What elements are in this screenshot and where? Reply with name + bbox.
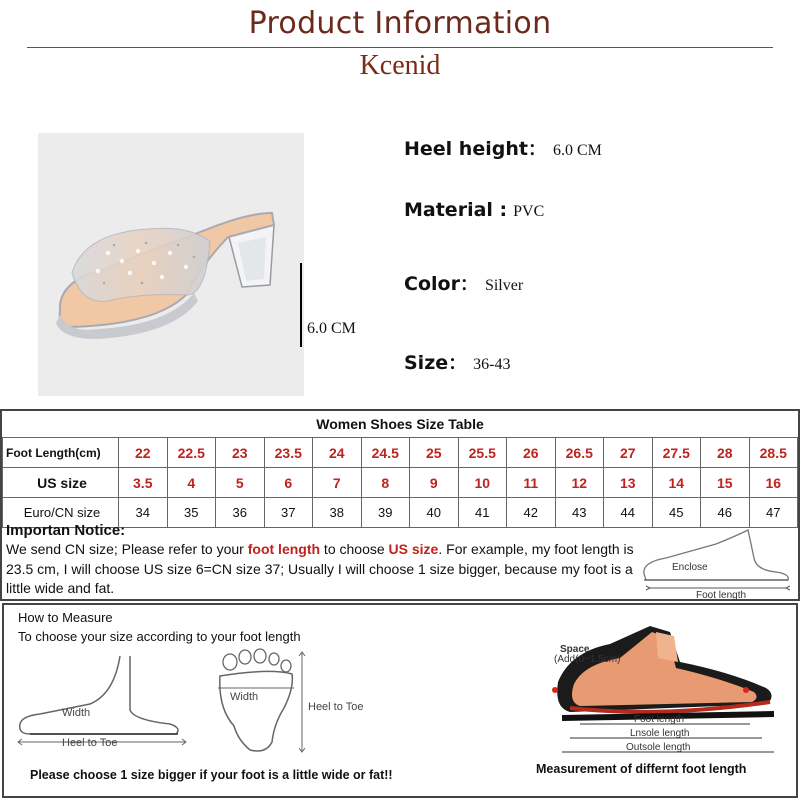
row-header: Foot Length(cm) [3,438,119,468]
sizing-advice: Please choose 1 size bigger if your foot is a little wide or fat!! [30,768,393,782]
notice-heading: Importan Notice: [6,522,126,539]
spec-label: Size： [404,352,468,374]
width-label-top: Width [230,691,259,703]
foot-length-line-label: Foot length [634,714,685,725]
measure-subheading: To choose your size according to your foot length [18,629,301,644]
notice-highlight-foot-length: foot length [247,541,321,557]
enclose-label: Enclose [672,562,708,573]
table-cell: 43 [555,498,604,528]
size-table [2,437,798,528]
table-cell: 27 [604,438,653,468]
notice-text [6,540,636,599]
spec-color [404,269,523,296]
heel-to-toe-label-top: Heel to Toe [308,701,364,713]
spec-label: Material : [404,199,508,221]
notice-text-part: . For example, my foot length is 23.5 cm, I will choose US size 6=CN size 37; Usually I will choose 1 size bigger, because my foot is a little wide and fat. [6,541,634,596]
page-title: Product Information [248,6,552,41]
spec-label: Color： [404,273,479,295]
table-cell: 37 [264,498,313,528]
spec-value: PVC [513,203,545,220]
notice-text-part: We send CN size; Please refer to your [6,541,248,557]
table-cell: 38 [313,498,362,528]
table-cell: 25 [410,438,459,468]
table-cell: 3.5 [119,468,168,498]
size-table-row-us-size [3,468,798,498]
table-cell: 15 [701,468,750,498]
table-cell: 47 [749,498,798,528]
notice-text-part: to choose [320,541,389,557]
table-cell: 14 [652,468,701,498]
foot-length-sketch [636,522,796,600]
space-range: (Add(0~1.5cm) [554,654,621,665]
spec-size [404,348,510,375]
table-cell: 5 [216,468,265,498]
row-header: Euro/CN size [3,498,119,528]
table-cell: 23.5 [264,438,313,468]
table-cell: 35 [167,498,216,528]
spec-value: 6.0 CM [552,142,602,159]
spec-label: Heel height： [404,138,547,160]
measure-heading: How to Measure [18,610,113,625]
table-cell: 12 [555,468,604,498]
row-header: US size [3,468,119,498]
product-photo [38,133,304,396]
table-cell: 9 [410,468,459,498]
table-cell: 27.5 [652,438,701,468]
measure-figure-caption: Measurement of differnt foot length [536,762,747,776]
table-cell: 28.5 [749,438,798,468]
table-cell: 16 [749,468,798,498]
spec-material [404,199,544,221]
spec-heel-height [404,134,602,161]
table-cell: 46 [701,498,750,528]
table-cell: 13 [604,468,653,498]
width-label: Width [62,707,91,719]
top-foot-diagram [210,648,400,758]
table-cell: 24.5 [361,438,410,468]
table-cell: 7 [313,468,362,498]
table-cell: 28 [701,438,750,468]
table-cell: 36 [216,498,265,528]
space-label: Space [560,644,590,655]
table-cell: 42 [507,498,556,528]
heel-to-toe-label: Heel to Toe [62,737,118,749]
heel-height-marker-label: 6.0 CM [307,320,356,337]
side-foot-diagram [10,650,200,750]
shoe-length-diagram [540,622,790,762]
size-table-title: Women Shoes Size Table [2,411,798,437]
table-cell: 23 [216,438,265,468]
table-cell: 39 [361,498,410,528]
table-cell: 10 [458,468,507,498]
insole-length-label: Lnsole length [630,728,690,739]
table-cell: 8 [361,468,410,498]
table-cell: 22.5 [167,438,216,468]
table-cell: 26.5 [555,438,604,468]
table-cell: 40 [410,498,459,528]
table-cell: 26 [507,438,556,468]
table-cell: 11 [507,468,556,498]
title-divider [27,47,773,48]
table-cell: 22 [119,438,168,468]
table-cell: 45 [652,498,701,528]
brand-name: Kcenid [359,50,441,81]
spec-value: Silver [484,277,524,294]
table-cell: 6 [264,468,313,498]
table-cell: 4 [167,468,216,498]
table-cell: 41 [458,498,507,528]
sandal-illustration [38,133,304,396]
heel-height-marker [300,263,302,347]
table-cell: 24 [313,438,362,468]
table-cell: 25.5 [458,438,507,468]
spec-value: 36-43 [473,356,511,373]
table-cell: 44 [604,498,653,528]
outsole-length-label: Outsole length [626,742,691,753]
table-cell: 34 [119,498,168,528]
notice-highlight-us-size: US size [388,541,439,557]
size-table-row-foot-length [3,438,798,468]
foot-length-label: Foot length [696,590,747,600]
